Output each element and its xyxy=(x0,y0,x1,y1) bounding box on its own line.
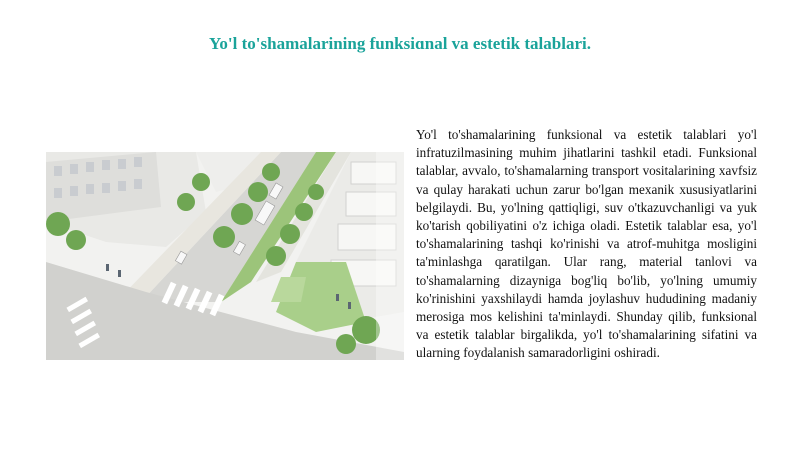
street-scene-image xyxy=(46,152,404,360)
slide-title: Yo'l to'shamalarining funksiɑnal va estetik talablari. xyxy=(209,34,591,53)
slide-body-text: Yo'l to'shamalarining funksional va estetik talablari yo'l infratuzilmasining muhim jihatlarini tashkil etadi. Funksional talablar, avvalo, to'shamalarning transport vositalarining xavfsiz va qulay harakati uchun zarur bo'lgan mexanik xususiyatlarini belgilaydi. Bu, yo'lning qattiqligi, suv o'tkazuvchanligi va yuk ko'tarish qobiliyatini o'z ichiga oladi. Estetik talablar esa, yo'l to'shamalarining tashqi ko'rinishi va atrof-muhitga mosligini ta'minlashga qaratilgan. Ular rang, material tanlovi va to'shamalarning dizayniga bog'liq bo'lib, yo'lning umumiy ko'rinishini yaxshilaydi hamda joylashuv hududining madaniy merosiga mos kelishini ta'minlaydi. Shunday qilib, funksional va estetik talablar birgalikda, yo'l to'shamalarining sifatini va ularning foydalanish samaradorligini oshiradi. xyxy=(416,127,757,361)
street-illustration xyxy=(46,152,404,360)
